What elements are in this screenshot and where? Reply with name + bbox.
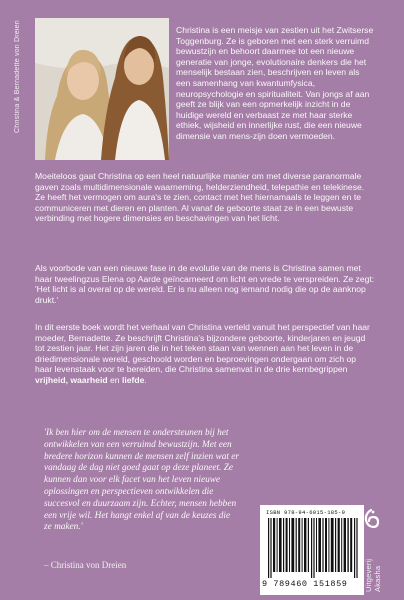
isbn-label: ISBN 978-94-6015-185-9 xyxy=(266,509,346,516)
photo-caption: Christina & Bernadette von Dreien xyxy=(14,20,21,133)
akasha-logo-icon xyxy=(362,508,380,530)
keywords-and: en xyxy=(107,374,122,385)
barcode xyxy=(260,505,364,595)
gifts-paragraph: Moeiteloos gaat Christina op een heel natuurlijke manier om met diverse paranormale gaven zoals multidimensionale waarneming, helderziendheid, telepathie en telekinese. Ze heeft het vermogen om aura's te zien, contact met het hiernamaals te leggen en te communiceren met dieren en planten. Al vanaf de geboorte staat ze in een bewuste verbinding met hogere dimensies en beschavingen van het licht. xyxy=(35,171,365,224)
author-photo xyxy=(35,18,169,160)
book-summary-text: In dit eerste boek wordt het verhaal van Christina verteld vanuit het perspectief van haar moeder, Bernadette. Ze beschrijft Christina's bijzondere geboorte, kinderjaren en jeugd tot zestien jaar. Het zijn jaren die in het teken staan van wennen aan het leven in de driedimensionale wereld, geschoold worden en beproevingen ondergaan om zich op haar levenstaak voor te bereiden, die Christina samenvat in de drie kernbegrippen xyxy=(35,322,370,375)
quote-author: – Christina von Dreien xyxy=(44,560,127,570)
keyword-love-bold: liefde xyxy=(121,374,145,385)
quote-text: 'Ik ben hier om de mensen te ondersteunen bij het ontwikkelen van een verruimd bewustzijn. Met een bredere horizon kunnen de mensen zelf inzien wat er vandaag de dag niet goed gaat op deze planeet. Ze kunnen dan voor elk facet van het leven nieuwe oplossingen en perspectieven ontwikkelen die succesvol en duurzaam zijn. Echter, mensen hebben een vrije wil. Het hangt enkel af van de keuzes die ze maken.' xyxy=(44,428,240,533)
keywords-bold: vrijheid, waarheid xyxy=(35,374,108,385)
barcode-bars xyxy=(268,518,358,578)
intro-paragraph: Christina is een meisje van zestien uit het Zwitserse Toggenburg. Ze is geboren met een sterk verruimd bewustzijn en behoort daarmee tot een nieuwe generatie van jonge, evolutionaire denkers die het menselijk bestaan zien, beschrijven en leven als een samenhang van kwantumfysica, neuropsychologie en spiritualiteit. Van jongs af aan geeft ze blijk van een opmerkelijk inzicht in de huidige wereld en verbaast ze met haar sterke ethiek, wijsheid en innerlijke rust, die een nieuwe dimensie van mens-zijn doen vermoeden. xyxy=(176,25,374,141)
barcode-digits: 9 789460 151859 xyxy=(262,579,348,589)
author-photo-graphic xyxy=(35,18,169,160)
summary-end: . xyxy=(144,374,147,385)
mission-paragraph: Als voorbode van een nieuwe fase in de evolutie van de mens is Christina samen met haar tweelingzus Elena op Aarde geïncarneerd om licht en vrede te verspreiden. Ze zegt: 'Het licht is al overal op de wereld. Er is nu alleen nog iemand nodig die op de aanknop drukt.' xyxy=(35,263,375,305)
book-summary-paragraph xyxy=(35,322,375,386)
publisher-name: Uitgeverij Akasha xyxy=(364,558,382,592)
